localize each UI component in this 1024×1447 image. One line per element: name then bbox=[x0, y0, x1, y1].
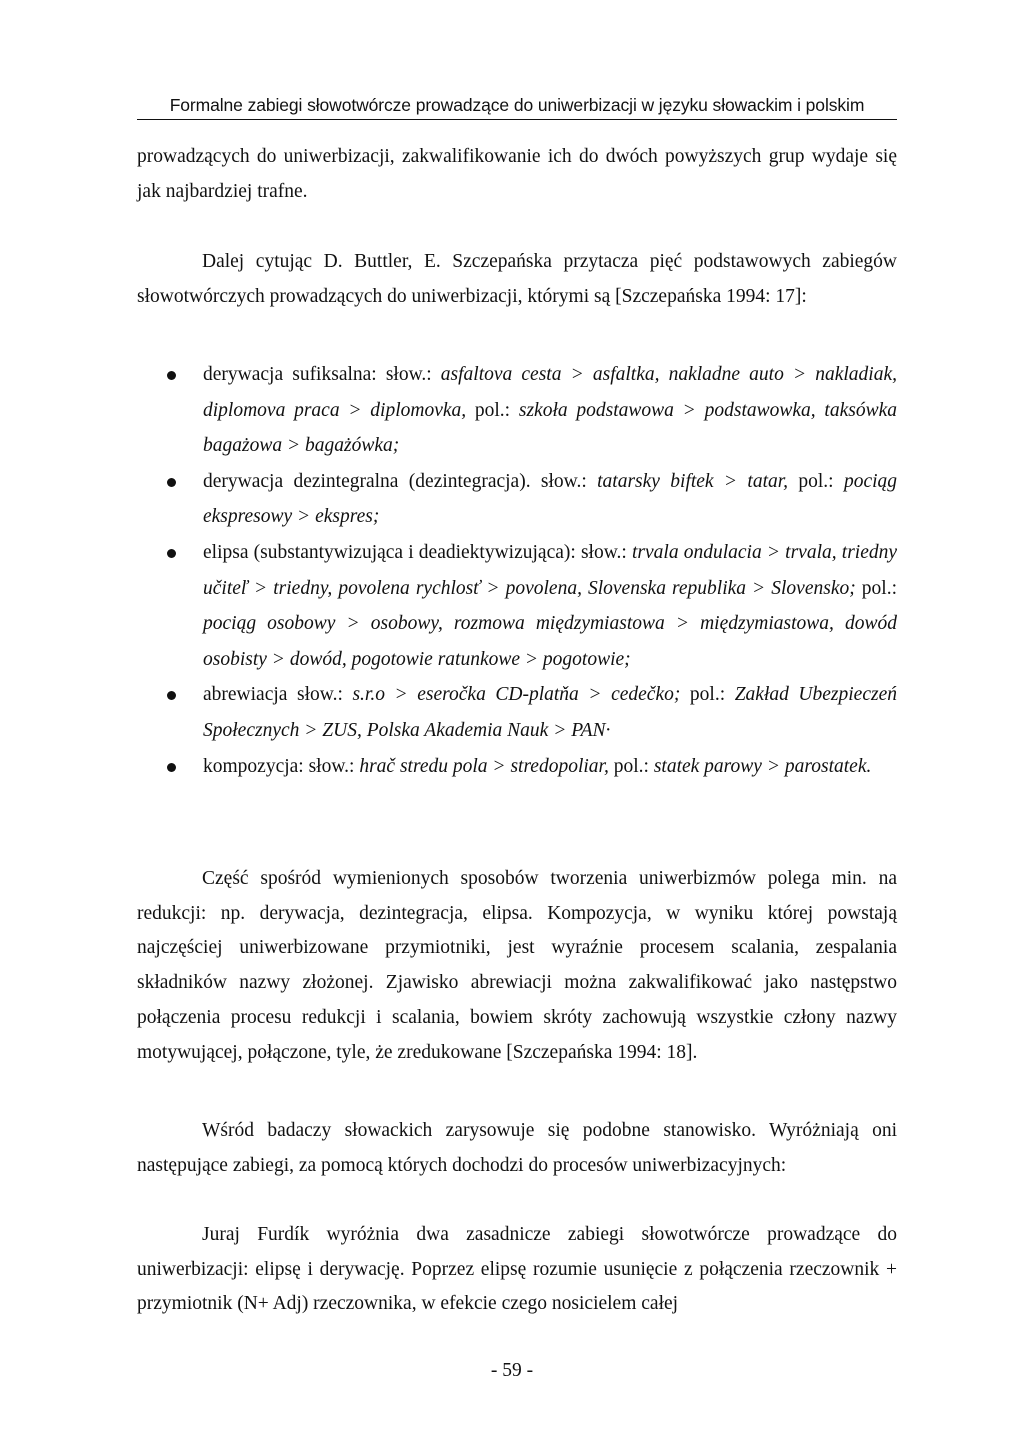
polish-examples: szkoła podstawowa > podstawowka, taksówka bagażowa > bagażówka; bbox=[203, 399, 897, 457]
polish-label: pol.: bbox=[788, 470, 844, 492]
slovak-examples: asfaltova cesta > asfaltka, nakladne auto > nakladiak, diplomova praca > diplomovka, bbox=[203, 364, 897, 421]
paragraph-intro-list: Dalej cytując D. Buttler, E. Szczepańska przytacza pięć podstawowych zabiegów słowotwórczych prowadzących do uniwerbizacji, którymi są [Szczepańska 1994: 17]: bbox=[137, 251, 897, 307]
running-header: Formalne zabiegi słowotwórcze prowadzące do uniwerbizacji w języku słowackim i polskim bbox=[137, 95, 897, 120]
page-number: - 59 - bbox=[490, 1360, 534, 1381]
paragraph-continuation: prowadzących do uniwerbizacji, zakwalifikowanie ich do dwóch powyższych grup wydaje się jak najbardziej trafne. bbox=[137, 146, 897, 202]
slovak-examples: tatarsky biftek > tatar, bbox=[597, 470, 789, 492]
list-item bbox=[137, 464, 897, 535]
polish-label: pol.: bbox=[680, 684, 735, 706]
list-item-lead: derywacja sufiksalna: słow.: bbox=[203, 364, 441, 385]
list-item bbox=[137, 677, 897, 748]
paragraph-discussion: Część spośród wymienionych sposobów tworzenia uniwerbizmów polega min. na redukcji: np. derywacja, dezintegracja, elipsa. Kompozycja, w wyniku której powstają najczęściej uniwerbizowane przymiotniki, jest wyraźnie procesem scalania, zespalania składników nazwy złożonej. Zjawisko abrewiacji można zakwalifikować jako następstwo połączenia procesu redukcji i scalania, bowiem skróty zachowują wszystkie człony nazwy motywującej, połączone, tyle, że zredukowane [Szczepańska 1994: 18]. bbox=[137, 868, 897, 1063]
slovak-examples: hrač stredu pola > stredopoliar, bbox=[359, 755, 609, 777]
slovak-examples: s.r.o > eseročka CD-platňa > cedečko; bbox=[352, 684, 681, 706]
bullet-icon bbox=[167, 371, 176, 380]
polish-examples: statek parowy > parostatek. bbox=[653, 755, 872, 777]
polish-examples: pociąg osobowy > osobowy, rozmowa międzymiastowa > międzymiastowa, dowód osobisty > dowód, pogotowie ratunkowe > pogotowie; bbox=[203, 613, 897, 670]
paragraph-furdik: Juraj Furdík wyróżnia dwa zasadnicze zabiegi słowotwórcze prowadzące do uniwerbizacji: elipsę i derywację. Poprzez elipsę rozumie usunięcie z połączenia rzeczownik + przymiotnik (N+ Adj) rzeczownika, w efekcie czego nosicielem całej bbox=[137, 1224, 897, 1315]
polish-label: pol.: bbox=[855, 577, 897, 599]
polish-examples: pociąg ekspresowy > ekspres; bbox=[203, 470, 898, 528]
paragraph-slovak-researchers: Wśród badaczy słowackich zarysowuje się podobne stanowisko. Wyróżniają oni następujące zabiegi, za pomocą których dochodzi do procesów uniwerbizacyjnych: bbox=[137, 1120, 897, 1176]
polish-label: pol.: bbox=[608, 755, 654, 777]
bullet-icon bbox=[167, 478, 176, 487]
list-item-lead: derywacja dezintegralna (dezintegracja). słow.: bbox=[203, 470, 598, 492]
list-item-lead: elipsa (substantywizująca i deadiektywizująca): słow.: bbox=[203, 541, 632, 563]
list-item bbox=[137, 535, 897, 677]
bullet-icon bbox=[167, 549, 176, 558]
word-formation-list bbox=[137, 357, 897, 784]
list-item-lead: abrewiacja słow.: bbox=[203, 684, 353, 706]
polish-label: pol.: bbox=[466, 399, 519, 421]
bullet-icon bbox=[167, 691, 176, 700]
list-item bbox=[137, 749, 897, 785]
list-item-lead: kompozycja: słow.: bbox=[203, 755, 360, 777]
polish-examples: Zakład Ubezpieczeń Społecznych > ZUS, Polska Akademia Nauk > PAN· bbox=[203, 684, 897, 741]
bullet-icon bbox=[167, 763, 176, 772]
list-item bbox=[137, 357, 897, 464]
slovak-examples: trvala ondulacia > trvala, triedny učiteľ > triedny, povolena rychlosť > povolena, Slovenska republika > Slovensko; bbox=[203, 541, 898, 599]
